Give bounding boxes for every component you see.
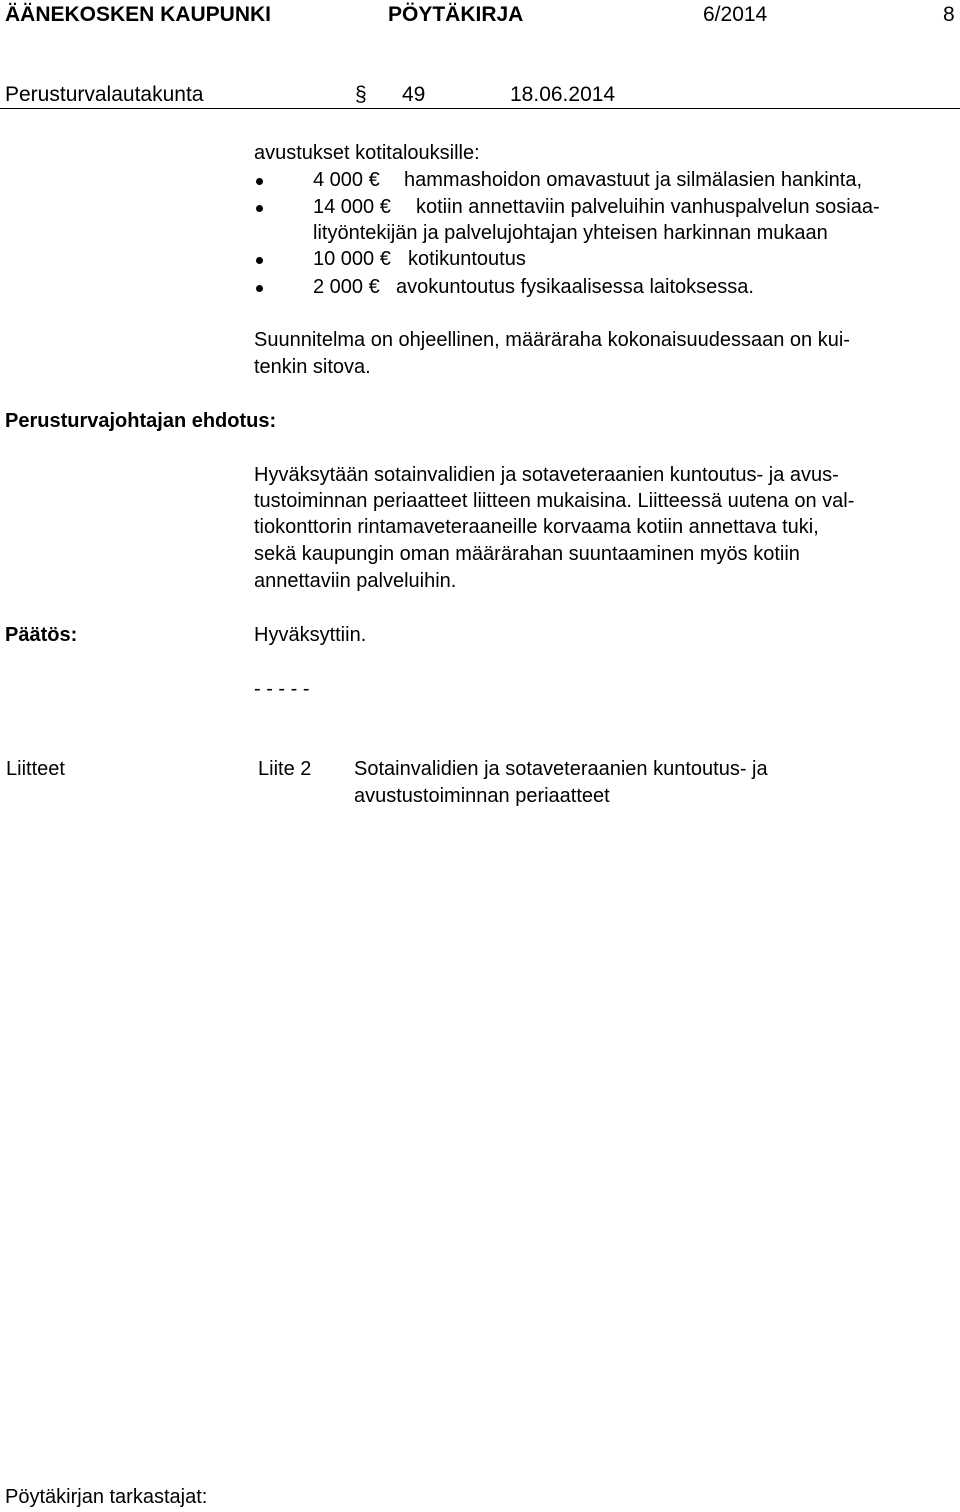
bullet-icon bbox=[256, 285, 263, 292]
page-number: 8 bbox=[943, 3, 955, 26]
list-item-amount: 10 000 € bbox=[313, 248, 391, 270]
plan-note-line-2: tenkin sitova. bbox=[254, 356, 371, 378]
document-type: PÖYTÄKIRJA bbox=[388, 3, 524, 26]
attachment-id: Liite 2 bbox=[258, 758, 312, 780]
list-item-text: kotikuntoutus bbox=[408, 248, 526, 270]
decision-text: Hyväksyttiin. bbox=[254, 624, 367, 646]
list-item-text: hammashoidon omavastuut ja silmälasien hankinta, bbox=[404, 169, 863, 191]
attachments-label: Liitteet bbox=[6, 758, 65, 780]
list-item-text: avokuntoutus fysikaalisessa laitoksessa. bbox=[396, 276, 754, 298]
plan-note-line-1: Suunnitelma on ohjeellinen, määräraha kokonaisuudessaan on kui- bbox=[254, 329, 850, 351]
org-name: ÄÄNEKOSKEN KAUPUNKI bbox=[5, 3, 272, 26]
list-item-text: kotiin annettaviin palveluihin vanhuspalvelun sosiaa- bbox=[416, 196, 880, 218]
document-number: 6/2014 bbox=[703, 3, 768, 26]
bullet-icon bbox=[256, 178, 263, 185]
meeting-date: 18.06.2014 bbox=[510, 83, 616, 106]
list-item-amount: 14 000 € bbox=[313, 196, 391, 218]
header-divider bbox=[0, 108, 960, 109]
proposal-line: tiokonttorin rintamaveteraaneille korvaama kotiin annettava tuki, bbox=[254, 516, 819, 538]
section-sign: § bbox=[355, 83, 367, 106]
list-item-text-continued: lityöntekijän ja palvelujohtajan yhteisen harkinnan mukaan bbox=[313, 222, 828, 244]
reviewers-label: Pöytäkirjan tarkastajat: bbox=[5, 1486, 208, 1508]
section-number: 49 bbox=[402, 83, 426, 106]
proposal-line: Hyväksytään sotainvalidien ja sotaveteraanien kuntoutus- ja avus- bbox=[254, 464, 839, 486]
grants-intro: avustukset kotitalouksille: bbox=[254, 142, 480, 164]
proposal-line: tustoiminnan periaatteet liitteen mukaisina. Liitteessä uutena on val- bbox=[254, 490, 855, 512]
proposal-line: annettaviin palveluihin. bbox=[254, 570, 457, 592]
attachment-title-line-2: avustustoiminnan periaatteet bbox=[354, 785, 610, 807]
committee-name: Perusturvalautakunta bbox=[5, 83, 204, 106]
proposal-label: Perusturvajohtajan ehdotus: bbox=[5, 410, 277, 432]
list-item-amount: 2 000 € bbox=[313, 276, 380, 298]
attachment-title-line-1: Sotainvalidien ja sotaveteraanien kuntoutus- ja bbox=[354, 758, 768, 780]
list-item-amount: 4 000 € bbox=[313, 169, 380, 191]
bullet-icon bbox=[256, 205, 263, 212]
proposal-line: sekä kaupungin oman määrärahan suuntaaminen myös kotiin bbox=[254, 543, 800, 565]
decision-label: Päätös: bbox=[5, 624, 78, 646]
section-separator: - - - - - bbox=[254, 678, 310, 700]
bullet-icon bbox=[256, 257, 263, 264]
